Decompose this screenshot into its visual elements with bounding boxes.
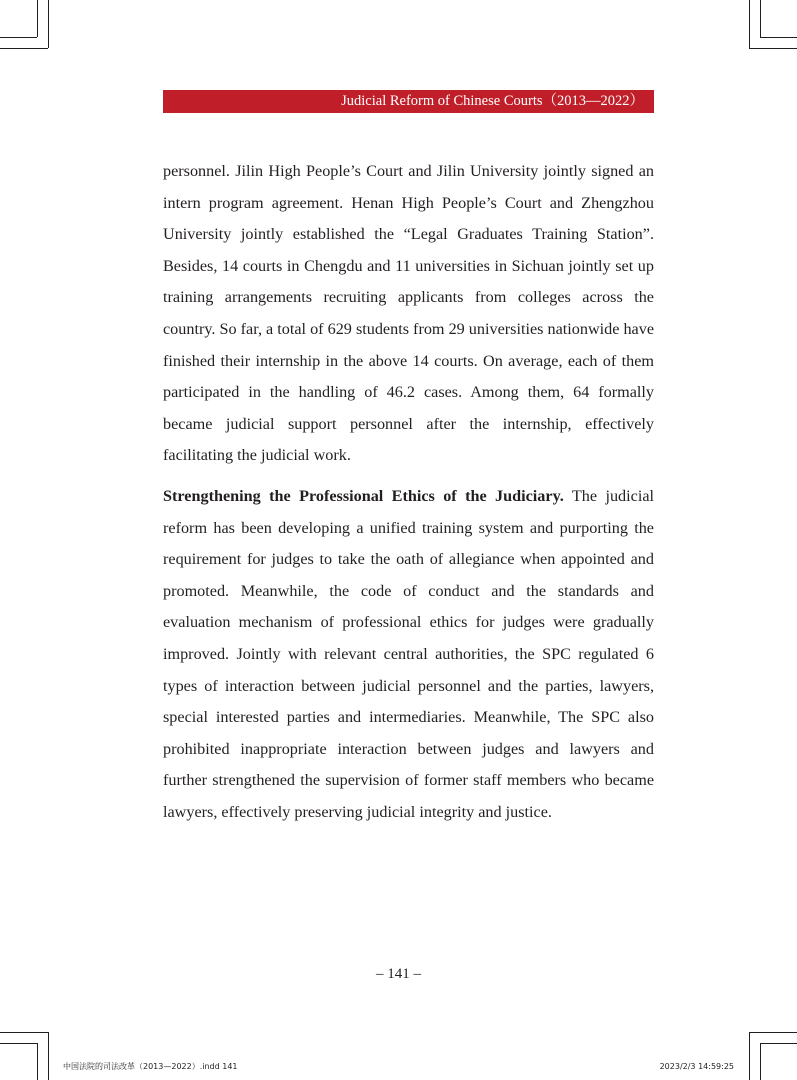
running-header-bar	[163, 90, 654, 113]
slug-file-name: 中国法院的司法改革（2013—2022）.indd 141	[63, 1062, 238, 1071]
running-header-title: Judicial Reform of Chinese Courts（2013—2022）	[341, 93, 644, 109]
body-paragraph-2	[163, 481, 654, 829]
crop-mark-bottom-right-h2	[760, 1043, 797, 1044]
crop-mark-top-right-v2	[749, 0, 750, 48]
crop-mark-bottom-left-h2	[0, 1043, 37, 1044]
crop-mark-top-right-v	[760, 0, 761, 37]
crop-mark-bottom-left-h	[0, 1032, 48, 1033]
paragraph-2-text: The judicial reform has been developing a unified training system and purporting the requirement for judges to take the oath of allegiance when appointed and promoted. Meanwhile, the code of conduct and the standards and evaluation mechanism of professional ethics for judges were gradually improved. Jointly with relevant central authorities, the SPC regulated 6 types of interaction between judicial personnel and the parties, lawyers, special interested parties and intermediaries. Meanwhile, The SPC also prohibited inappropriate interaction between judges and lawyers and further strengthened the supervision of former staff members who became lawyers, effectively preserving judicial integrity and justice.	[163, 487, 655, 821]
crop-mark-bottom-left-v2	[37, 1043, 38, 1080]
slug-timestamp: 2023/2/3 14:59:25	[659, 1062, 734, 1071]
paragraph-heading: Strengthening the Professional Ethics of the Judiciary.	[163, 487, 564, 505]
crop-mark-top-left-h3	[0, 48, 48, 49]
crop-mark-bottom-right-v2	[760, 1043, 761, 1080]
crop-mark-top-left-h	[0, 37, 37, 38]
crop-mark-top-left-v2	[48, 0, 49, 48]
crop-mark-top-right-h2	[749, 48, 797, 49]
crop-mark-bottom-right-v	[749, 1032, 750, 1080]
crop-mark-top-right-h	[760, 37, 797, 38]
crop-mark-top-left-v	[37, 0, 38, 37]
page-number: – 141 –	[376, 966, 421, 982]
body-paragraph-1: personnel. Jilin High People’s Court and Jilin University jointly signed an intern program agreement. Henan High People’s Court and Zhengzhou University jointly established the “Legal Graduates Training Station”. Besides, 14 courts in Chengdu and 11 universities in Sichuan jointly set up training arrangements recruiting applicants from colleges across the country. So far, a total of 629 students from 29 universities nationwide have finished their internship in the above 14 courts. On average, each of them participated in the handling of 46.2 cases. Among them, 64 formally became judicial support personnel after the internship, effectively facilitating the judicial work.	[163, 162, 655, 465]
crop-mark-bottom-right-h	[749, 1032, 797, 1033]
crop-mark-bottom-left-v	[48, 1032, 49, 1080]
